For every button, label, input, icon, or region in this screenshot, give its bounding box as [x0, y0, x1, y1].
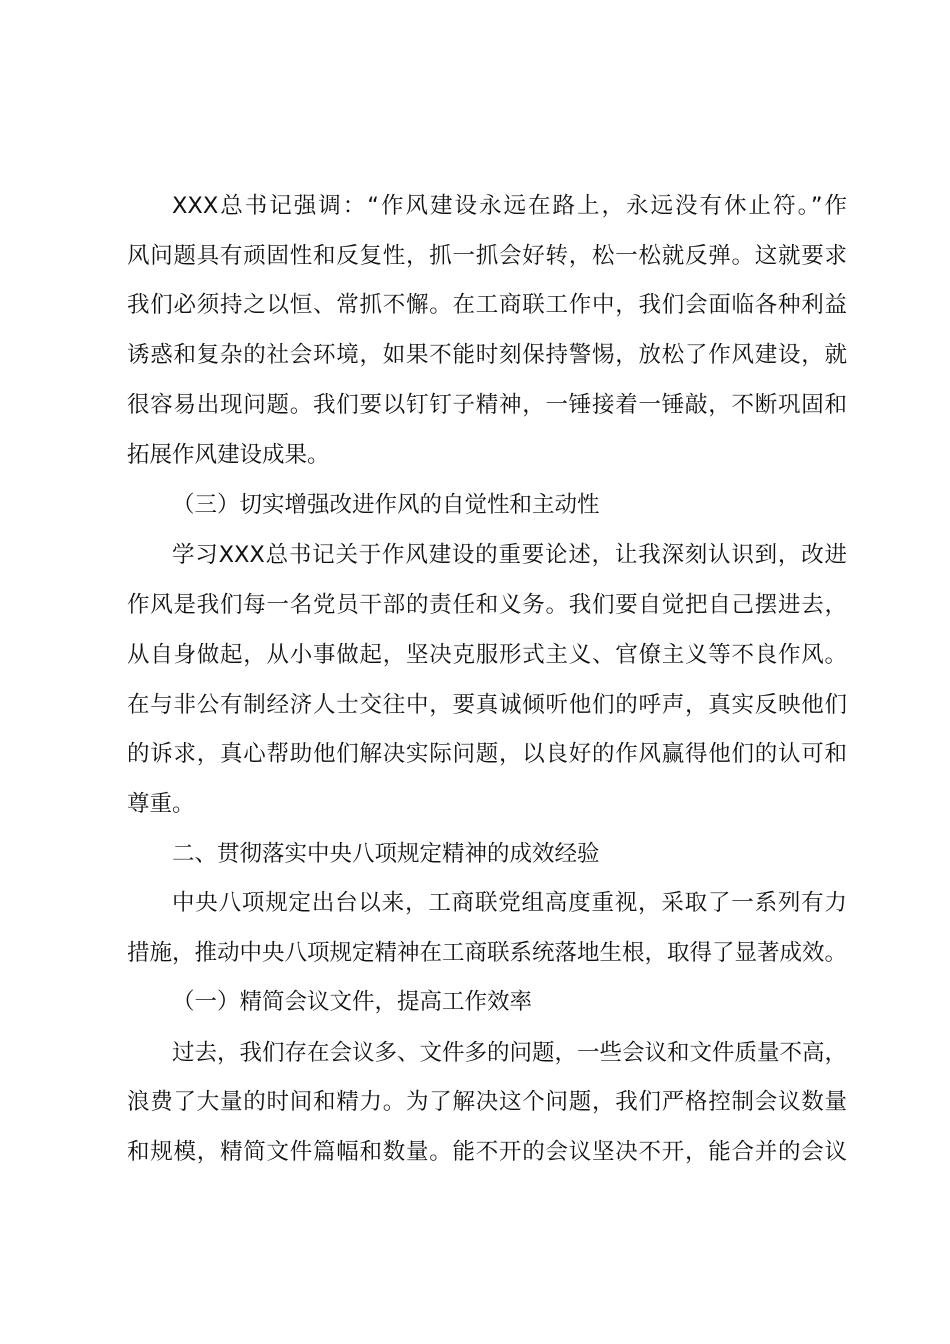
paragraph-line: 措施，推动中央八项规定精神在工商联系统落地生根，取得了显著成效。 — [127, 940, 848, 966]
paragraph-line: 浪费了大量的时间和精力。为了解决这个问题，我们严格控制会议数量 — [127, 1089, 847, 1115]
paragraph-line: 尊重。 — [127, 791, 195, 817]
paragraph-line: 学习XXX总书记关于作风建设的重要论述，让我深刻认识到，改进 — [172, 542, 847, 568]
section-heading: （三）切实增强改进作风的自觉性和主动性 — [172, 492, 600, 518]
paragraph-line: 中央八项规定出台以来，工商联党组高度重视，采取了一系列有力 — [172, 890, 847, 916]
paragraph-line: 和规模，精简文件篇幅和数量。能不开的会议坚决不开，能合并的会议 — [127, 1139, 847, 1165]
paragraph-line: 作风是我们每一名党员干部的责任和义务。我们要自觉把自己摆进去， — [127, 592, 847, 618]
paragraph-line: XXX总书记强调：“作风建设永远在路上，永远没有休止符。”作 — [172, 193, 847, 219]
paragraph-line: 在与非公有制经济人士交往中，要真诚倾听他们的呼声，真实反映他们 — [127, 692, 847, 718]
paragraph-line: 拓展作风建设成果。 — [127, 442, 330, 468]
paragraph-line: 从自身做起，从小事做起，坚决克服形式主义、官僚主义等不良作风。 — [127, 642, 847, 668]
paragraph-line: 我们必须持之以恒、常抓不懈。在工商联工作中，我们会面临各种利益 — [127, 292, 847, 318]
paragraph-line: 的诉求，真心帮助他们解决实际问题，以良好的作风赢得他们的认可和 — [127, 741, 847, 767]
section-heading: （一）精简会议文件，提高工作效率 — [172, 989, 533, 1015]
paragraph-line: 诱惑和复杂的社会环境，如果不能时刻保持警惕，放松了作风建设，就 — [127, 342, 847, 368]
paragraph-line: 风问题具有顽固性和反复性，抓一抓会好转，松一松就反弹。这就要求 — [127, 243, 847, 269]
section-heading: 二、贯彻落实中央八项规定精神的成效经验 — [172, 841, 600, 867]
paragraph-line: 过去，我们存在会议多、文件多的问题，一些会议和文件质量不高， — [172, 1040, 848, 1066]
paragraph-line: 很容易出现问题。我们要以钉钉子精神，一锤接着一锤敲，不断巩固和 — [127, 392, 847, 418]
